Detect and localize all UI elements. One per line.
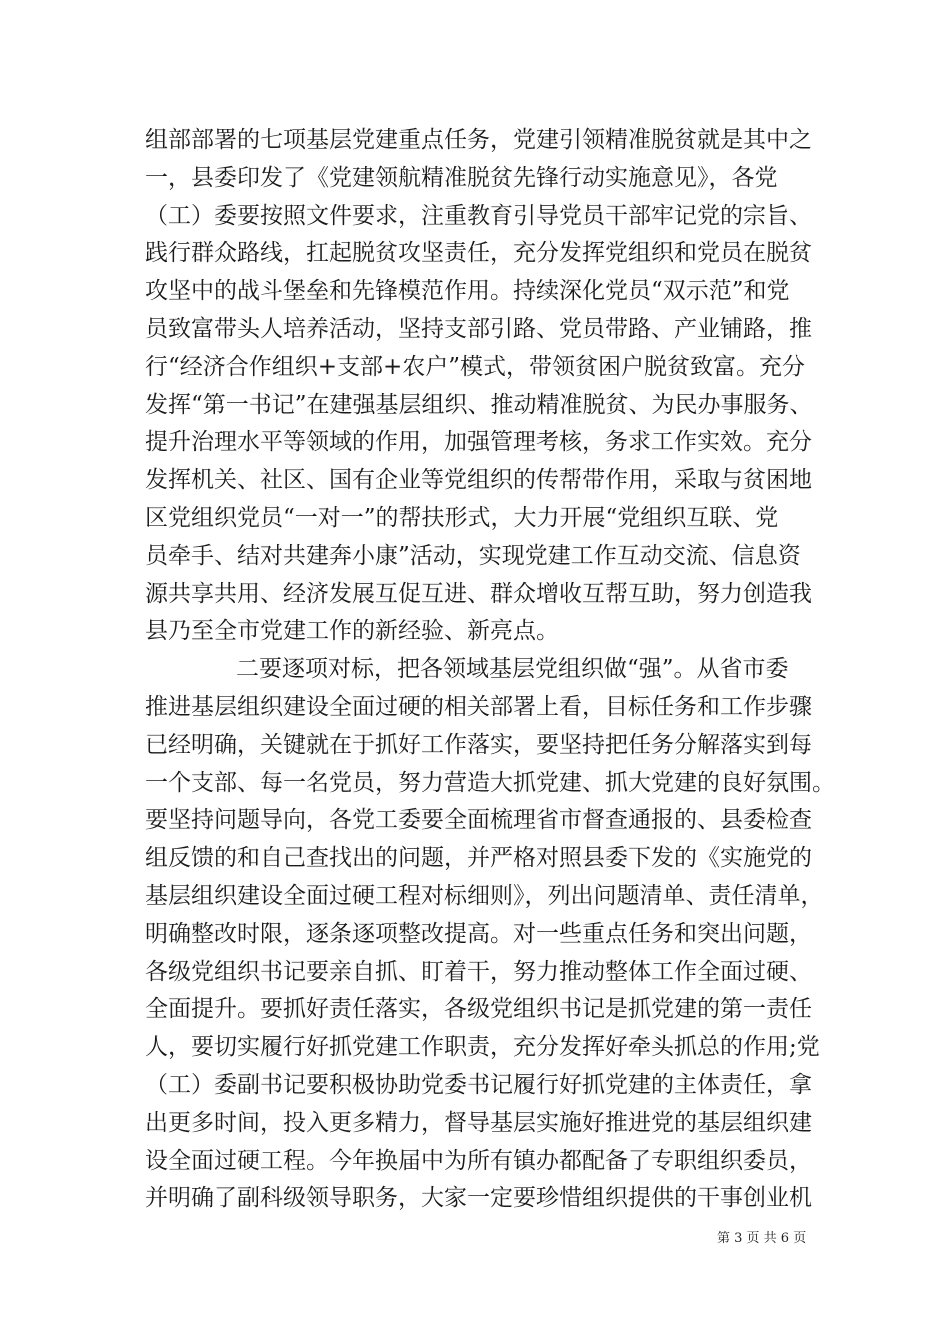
text-line: 一，县委印发了《党建领航精准脱贫先锋行动实施意见》，各党 — [145, 165, 778, 191]
text-line: 全面提升。要抓好责任落实，各级党组织书记是抓党建的第一责任 — [145, 996, 812, 1022]
text-line: 县乃至全市党建工作的新经验、新亮点。 — [145, 618, 559, 644]
text-line: 组部部署的七项基层党建重点任务，党建引领精准脱贫就是其中之 — [145, 127, 812, 153]
text-line: 并明确了副科级领导职务，大家一定要珍惜组织提供的干事创业机 — [145, 1185, 812, 1211]
text-line: 员致富带头人培养活动，坚持支部引路、党员带路、产业铺路，推 — [145, 316, 812, 342]
text-line: 员牵手、结对共建奔小康”活动，实现党建工作互动交流、信息资 — [145, 543, 801, 569]
text-line: 提升治理水平等领域的作用，加强管理考核，务求工作实效。充分 — [145, 429, 812, 455]
text-line: 发挥“第一书记”在建强基层组织、推动精准脱贫、为民办事服务、 — [145, 392, 813, 418]
text-line: （工）委副书记要积极协助党委书记履行好抓党建的主体责任，拿 — [145, 1072, 812, 1098]
text-line: 践行群众路线，扛起脱贫攻坚责任，充分发挥党组织和党员在脱贫 — [145, 240, 812, 266]
text-line: 设全面过硬工程。今年换届中为所有镇办都配备了专职组织委员， — [145, 1148, 812, 1174]
text-line: 人，要切实履行好抓党建工作职责，充分发挥好牵头抓总的作用;党 — [145, 1034, 820, 1060]
text-line: 区党组织党员“一对一”的帮扶形式，大力开展“党组织互联、党 — [145, 505, 779, 531]
text-line: 各级党组织书记要亲自抓、盯着干，努力推动整体工作全面过硬、 — [145, 959, 812, 985]
paragraph-start-line: 二要逐项对标，把各领域基层党组织做“强”。从省市委 — [236, 656, 789, 682]
text-line: 要坚持问题导向，各党工委要全面梳理省市督查通报的、县委检查 — [145, 807, 812, 833]
text-line: 发挥机关、社区、国有企业等党组织的传帮带作用，采取与贫困地 — [145, 467, 812, 493]
text-line: 组反馈的和自己查找出的问题，并严格对照县委下发的《实施党的 — [145, 845, 812, 871]
page-number-footer: 第 3 页 共 6 页 — [717, 1231, 807, 1246]
text-line: 推进基层组织建设全面过硬的相关部署上看，目标任务和工作步骤 — [145, 694, 812, 720]
text-line: 已经明确，关键就在于抓好工作落实，要坚持把任务分解落实到每 — [145, 732, 812, 758]
text-line: 基层组织建设全面过硬工程对标细则》，列出问题清单、责任清单， — [145, 883, 824, 909]
text-line: 源共享共用、经济发展互促互进、群众增收互帮互助，努力创造我 — [145, 581, 812, 607]
text-line: 一个支部、每一名党员，努力营造大抓党建、抓大党建的良好氛围。 — [145, 770, 835, 796]
text-line: 攻坚中的战斗堡垒和先锋模范作用。持续深化党员“双示范”和党 — [145, 278, 790, 304]
text-line: （工）委要按照文件要求，注重教育引导党员干部牢记党的宗旨、 — [145, 203, 812, 229]
text-line: 出更多时间，投入更多精力，督导基层实施好推进党的基层组织建 — [145, 1110, 812, 1136]
text-line: 明确整改时限，逐条逐项整改提高。对一些重点任务和突出问题， — [145, 921, 812, 947]
text-line: 行“经济合作组织+支部+农户”模式，带领贫困户脱贫致富。充分 — [145, 354, 806, 380]
